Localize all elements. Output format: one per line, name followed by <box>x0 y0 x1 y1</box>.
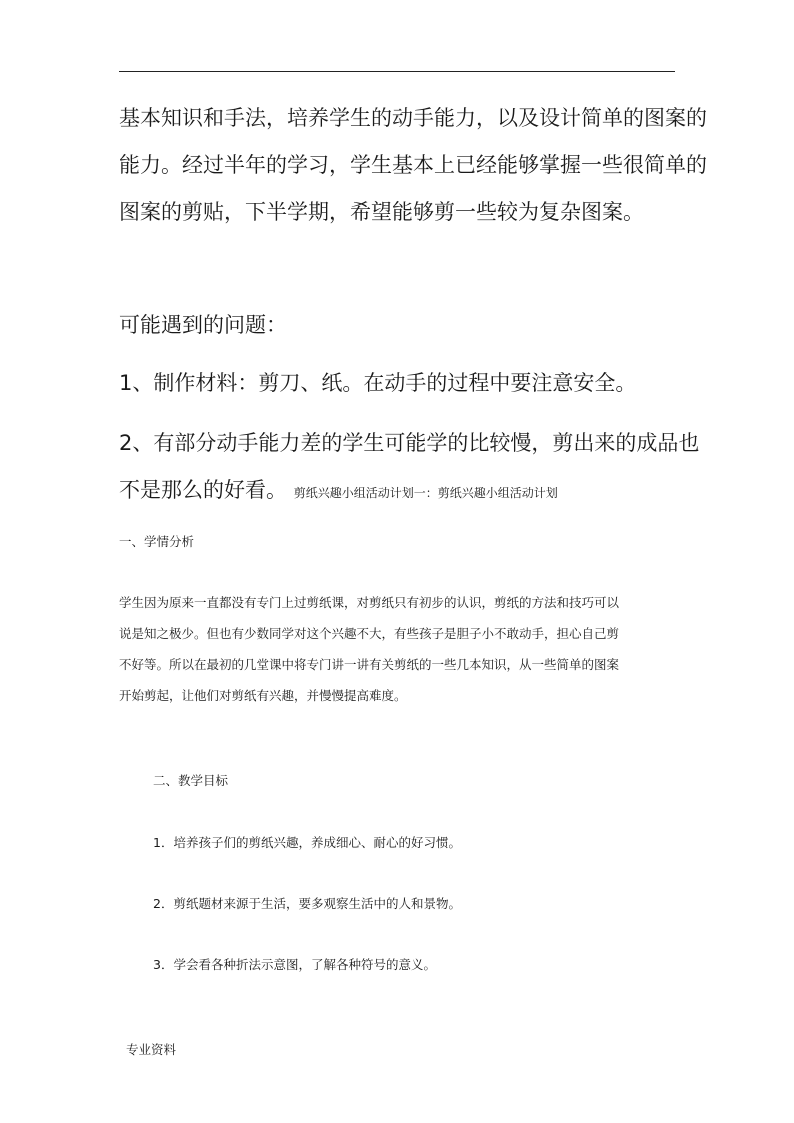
problem-item-2-text: 不是那么的好看。 <box>119 478 287 502</box>
intro-line: 图案的剪贴，下半学期，希望能够剪一些较为复杂图案。 <box>119 200 644 224</box>
intro-line: 基本知识和手法，培养学生的动手能力，以及设计简单的图案的 <box>119 106 707 130</box>
activity-plan-title: 剪纸兴趣小组活动计划一：剪纸兴趣小组活动计划 <box>293 486 558 500</box>
header-rule <box>119 71 675 72</box>
intro-line: 能力。经过半年的学习，学生基本上已经能够掌握一些很简单的 <box>119 153 707 177</box>
goal-item-1: 1．培养孩子们的剪纸兴趣，养成细心、耐心的好习惯。 <box>153 835 461 850</box>
section-heading-teaching-goals: 二、教学目标 <box>153 773 229 788</box>
problem-item-2 <box>119 420 700 517</box>
problems-heading: 可能遇到的问题： <box>119 313 287 337</box>
goal-item-3: 3．学会看各种折法示意图，了解各种符号的意义。 <box>153 957 436 972</box>
problem-item-2-line <box>119 467 679 517</box>
problem-item-2-line: 2、有部分动手能力差的学生可能学的比较慢，剪出来的成品也 <box>119 431 700 455</box>
paragraph-line: 不好等。所以在最初的几堂课中将专门讲一讲有关剪纸的一些几本知识，从一些简单的图案 <box>119 657 620 672</box>
paragraph-line: 学生因为原来一直都没有专门上过剪纸课，对剪纸只有初步的认识，剪纸的方法和技巧可以 <box>119 595 620 610</box>
learning-analysis-paragraph <box>119 587 679 711</box>
paragraph-line: 说是知之极少。但也有少数同学对这个兴趣不大，有些孩子是胆子小不敢动手，担心自己剪 <box>119 626 620 641</box>
goal-item-2: 2．剪纸题材来源于生活，要多观察生活中的人和景物。 <box>153 896 461 911</box>
intro-paragraph <box>119 95 707 236</box>
problem-item-1: 1、制作材料：剪刀、纸。在动手的过程中要注意安全。 <box>119 371 637 395</box>
paragraph-line: 开始剪起，让他们对剪纸有兴趣，并慢慢提高难度。 <box>119 688 407 703</box>
footer-label: 专业资料 <box>126 1042 177 1057</box>
section-heading-learning-analysis: 一、学情分析 <box>119 534 195 549</box>
